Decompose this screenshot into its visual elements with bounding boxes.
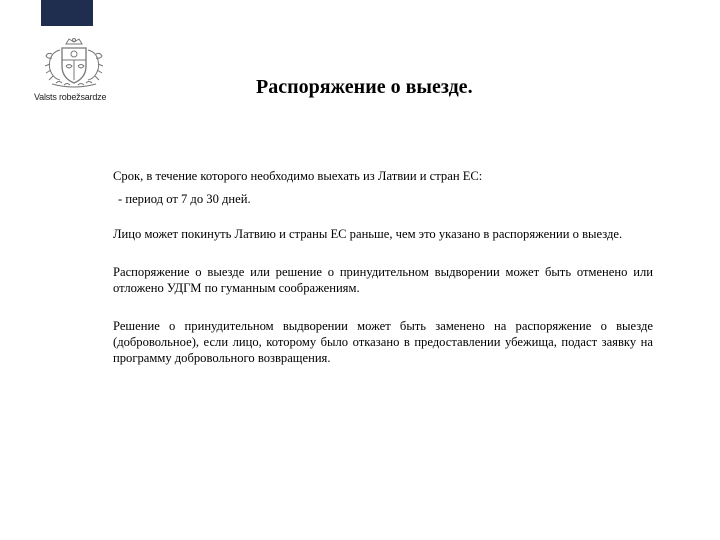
logo bbox=[34, 36, 114, 106]
paragraph-deadline-detail: - период от 7 до 30 дней. bbox=[118, 192, 251, 206]
paragraph-cancellation: Распоряжение о выезде или решение о принудительном выдворении может быть отменено или отложено УДГМ по гуманным соображениям. bbox=[113, 265, 653, 295]
paragraph-deadline: Срок, в течение которого необходимо выехать из Латвии и стран ЕС: bbox=[113, 169, 483, 183]
paragraph-replacement: Решение о принудительном выдворении может быть заменено на распоряжение о выезде (добровольное), если лицо, которому было отказано в предоставлении убежища, подаст заявку на программу добровольного возвращения. bbox=[113, 319, 653, 365]
body-text bbox=[113, 168, 653, 366]
org-name: Valsts robežsardze bbox=[34, 92, 107, 102]
coat-of-arms-icon bbox=[38, 36, 110, 90]
top-accent-bar bbox=[41, 0, 93, 26]
page-title: Распоряжение о выезде. bbox=[256, 76, 473, 98]
paragraph-early-departure: Лицо может покинуть Латвию и страны ЕС раньше, чем это указано в распоряжении о выезде. bbox=[113, 227, 623, 241]
